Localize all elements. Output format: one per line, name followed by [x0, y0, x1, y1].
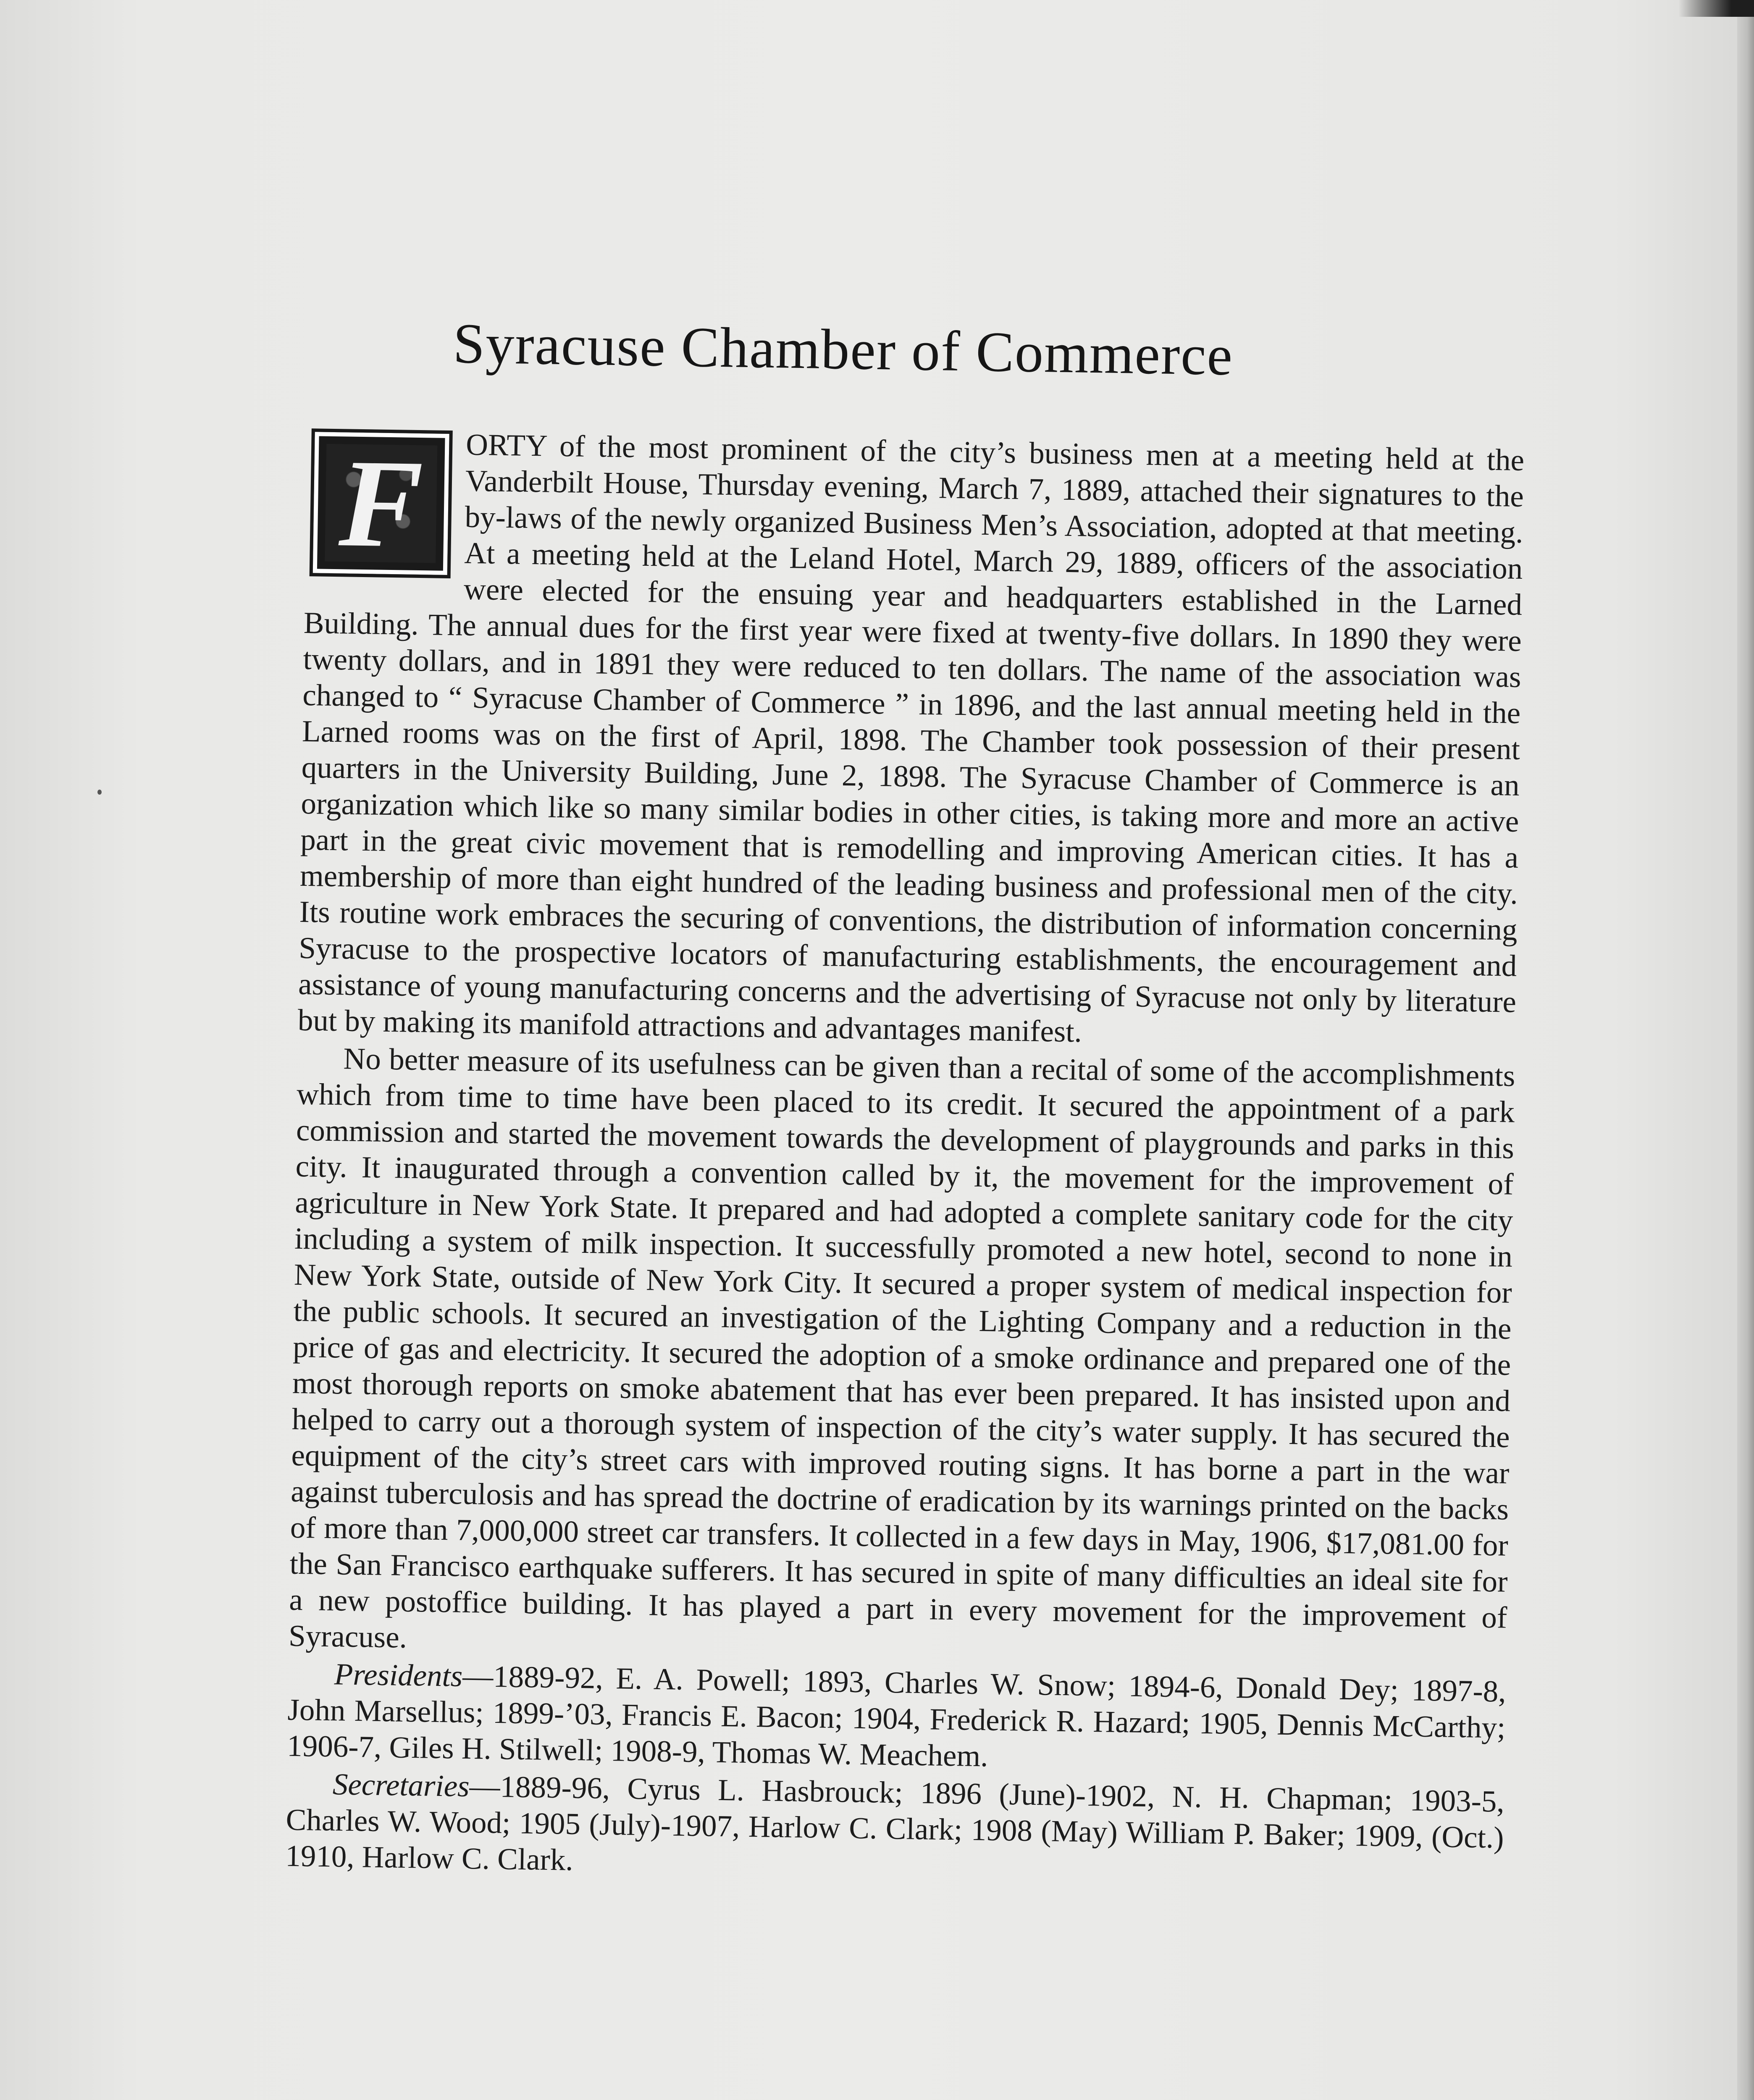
presidents-label: Presidents — [334, 1657, 463, 1693]
paragraph-history: ORTY of the most prominent of the city’s business men at a meeting held at the Vanderbilt House, Thursday evening, March 7, 1889, attached their signatures to the by-laws of the newly organized Business Men’s Association, adopted at that meeting. At a meeting held at the Leland Hotel, March 29, 1889, officers of the association were elected for the ensuing year and headquarters established in the Larned Building. The annual dues for the first year were fixed at twenty-five dollars. In 1890 they were twenty dollars, and in 1891 they were reduced to ten dollars. The name of the association was changed to “ Syracuse Chamber of Commerce ” in 1896, and the last annual meeting held in the Larned rooms was on the first of April, 1898. The Chamber took possession of their present quarters in the University Building, June 2, 1898. The Syracuse Chamber of Commerce is an organization which like so many similar bodies in other cities, is taking more and more an active part in the great civic movement that is remodelling and improving American cities. It has a membership of more than eight hundred of the leading business and professional men of the city. Its routine work embraces the securing of conventions, the distribution of information concerning Syracuse to the prospective locators of manufacturing establishments, the encouragement and assistance of young manufacturing concerns and the advertising of Syracuse not only by literature but by making its manifold attractions and advantages manifest. — [297, 427, 1525, 1049]
page-title: Syracuse Chamber of Commerce — [452, 312, 1234, 388]
paper-speck — [97, 790, 102, 795]
secretaries-text: —1889-96, Cyrus L. Hasbrouck; 1896 (June)-1902, N. H. Chapman; 1903-5, Charles W. Wood; 1905 (July)-1907, Harlow C. Clark; 1908 (May) William P. Baker; 1909, (Oct.) 1910, Harlow C. Clark. — [285, 1769, 1505, 1877]
drop-cap-letter: F — [338, 433, 424, 574]
secretaries-list — [285, 1766, 1505, 1892]
paragraph-accomplishments: No better measure of its usefulness can be given than a recital of some of the accomplishments which from time to time have been placed to its credit. It secured the appointment of a park commission and started the movement towards the development of playgrounds and parks in this city. It inaugurated through a convention called by it, the movement for the improvement of agriculture in New York State. It prepared and had adopted a complete sanitary code for the city including a system of milk inspection. It successfully promoted a new hotel, second to none in New York State, outside of New York City. It secured a proper system of medical inspection for the public schools. It secured an investigation of the Lighting Company and a reduction in the price of gas and electricity. It secured the adoption of a smoke ordinance and prepared one of the most thorough reports on smoke abatement that has ever been prepared. It has insisted upon and helped to carry out a thorough system of inspection of the city’s water supply. It has secured the equipment of the city’s street cars with improved routing signs. It has borne a part in the war against tuberculosis and has spread the doctrine of eradication by its warnings printed on the backs of more than 7,000,000 street car transfers. It collected in a few days in May, 1906, $17,081.00 for the San Francisco earthquake sufferers. It has secured in spite of many difficulties an ideal site for a new postoffice building. It has played a part in every movement for the improvement of Syracuse. — [288, 1041, 1515, 1654]
secretaries-label: Secretaries — [332, 1767, 470, 1803]
page-corner-shadow — [1678, 0, 1754, 17]
article-body — [285, 424, 1525, 1892]
presidents-list — [287, 1656, 1507, 1782]
ornamental-initial-f-icon — [313, 432, 449, 575]
presidents-text: —1889-92, E. A. Powell; 1893, Charles W. Snow; 1894-6, Donald Dey; 1897-8, John Marsellus; 1899-’03, Francis E. Bacon; 1904, Frederick R. Hazard; 1905, Dennis McCarthy; 1906-7, Giles H. Stilwell; 1908-9, Thomas W. Meachem. — [286, 1659, 1507, 1773]
page-binding-edge — [1737, 0, 1754, 2100]
